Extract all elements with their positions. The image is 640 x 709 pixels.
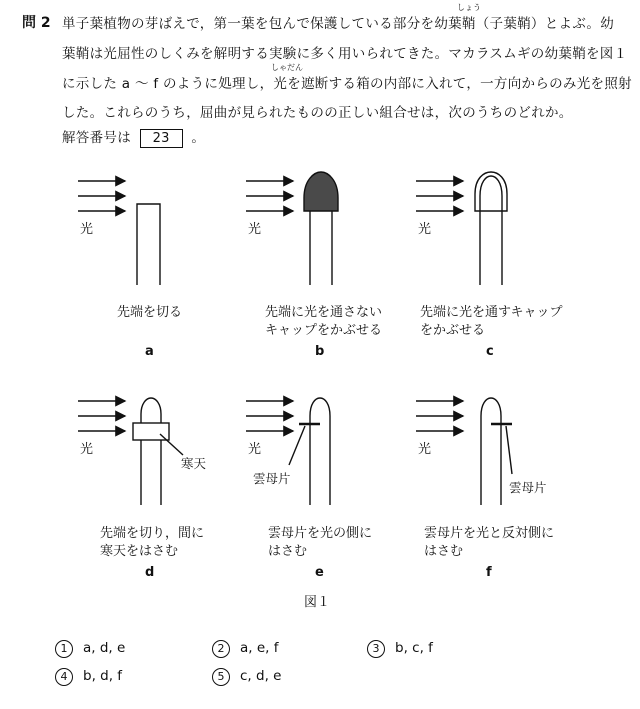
caption-a: 先端を切る (117, 305, 183, 320)
caption-b-2: キャップをかぶせる (265, 323, 383, 338)
caption-e-1: 雲母片を光の側に (268, 526, 373, 541)
question-line-4: した。これらのうち，屈曲が見られたものの正しい組合せは，次のうちのどれか。 (62, 105, 573, 121)
panel-d-drawing (78, 398, 183, 505)
option-text: b, c, f (395, 640, 433, 656)
light-label: 光 (418, 442, 432, 457)
option-number-circle: 5 (212, 668, 230, 686)
caption-d-2: 寒天をはさむ (100, 544, 179, 559)
light-label: 光 (248, 222, 262, 237)
mica-label-f: 雲母片 (509, 480, 547, 495)
question-number: 問 2 (22, 15, 51, 31)
caption-c-2: をかぶせる (420, 323, 486, 338)
option-number-circle: 4 (55, 668, 73, 686)
mica-leader-line (289, 426, 305, 465)
question-line-3: に示した a ～ f のように処理し，光を遮断する箱の内部に入れて，一方向からのみ光を照射 (62, 76, 632, 92)
panel-letter-b: b (315, 344, 325, 359)
question-line-2: 葉鞘は光屈性のしくみを解明する実験に多く用いられてきた。マカラスムギの幼葉鞘を図１ (62, 46, 628, 62)
figure-title: 図１ (304, 595, 331, 610)
option-text: c, d, e (240, 668, 282, 684)
option-4[interactable] (55, 668, 122, 686)
option-number-circle: 3 (367, 640, 385, 658)
option-2[interactable] (212, 640, 279, 658)
option-number-circle: 2 (212, 640, 230, 658)
caption-b-1: 先端に光を通さない (265, 305, 383, 320)
caption-e-2: はさむ (268, 544, 308, 559)
panel-letter-a: a (145, 344, 154, 359)
panel-letter-c: c (486, 344, 494, 359)
option-1[interactable] (55, 640, 125, 658)
option-text: b, d, f (83, 668, 123, 684)
option-number-circle: 1 (55, 640, 73, 658)
mica-leader-line (506, 426, 512, 474)
light-label: 光 (248, 442, 262, 457)
caption-d-1: 先端を切り，間に (100, 526, 205, 541)
caption-c-1: 先端に光を通すキャップ (420, 305, 563, 320)
option-text: a, e, f (240, 640, 279, 656)
light-label: 光 (80, 442, 94, 457)
cut-coleoptile (137, 204, 160, 285)
ruby-sho: しょう (457, 3, 481, 12)
light-label: 光 (418, 222, 432, 237)
option-text: a, d, e (83, 640, 126, 656)
answer-prefix: 解答番号は (62, 130, 131, 146)
agar-leader-line (160, 434, 183, 455)
question-line-1: 単子葉植物の芽ばえで，第一葉を包んで保護している部分を幼葉鞘（子葉鞘）とよぶ。幼 (62, 16, 614, 32)
panel-letter-d: d (145, 565, 155, 580)
mica-label-e: 雲母片 (253, 471, 291, 486)
option-3[interactable] (367, 640, 433, 658)
panel-letter-e: e (315, 565, 324, 580)
answer-suffix: 。 (191, 130, 206, 146)
light-label: 光 (80, 222, 94, 237)
option-5[interactable] (212, 668, 281, 686)
caption-f-2: はさむ (424, 544, 464, 559)
panel-letter-f: f (486, 565, 492, 580)
answer-number-box: 23 (140, 129, 183, 148)
caption-f-1: 雲母片を光と反対側に (424, 526, 555, 541)
opaque-cap (304, 172, 338, 211)
agar-label: 寒天 (181, 456, 207, 471)
ruby-shadan: しゃだん (271, 63, 303, 72)
